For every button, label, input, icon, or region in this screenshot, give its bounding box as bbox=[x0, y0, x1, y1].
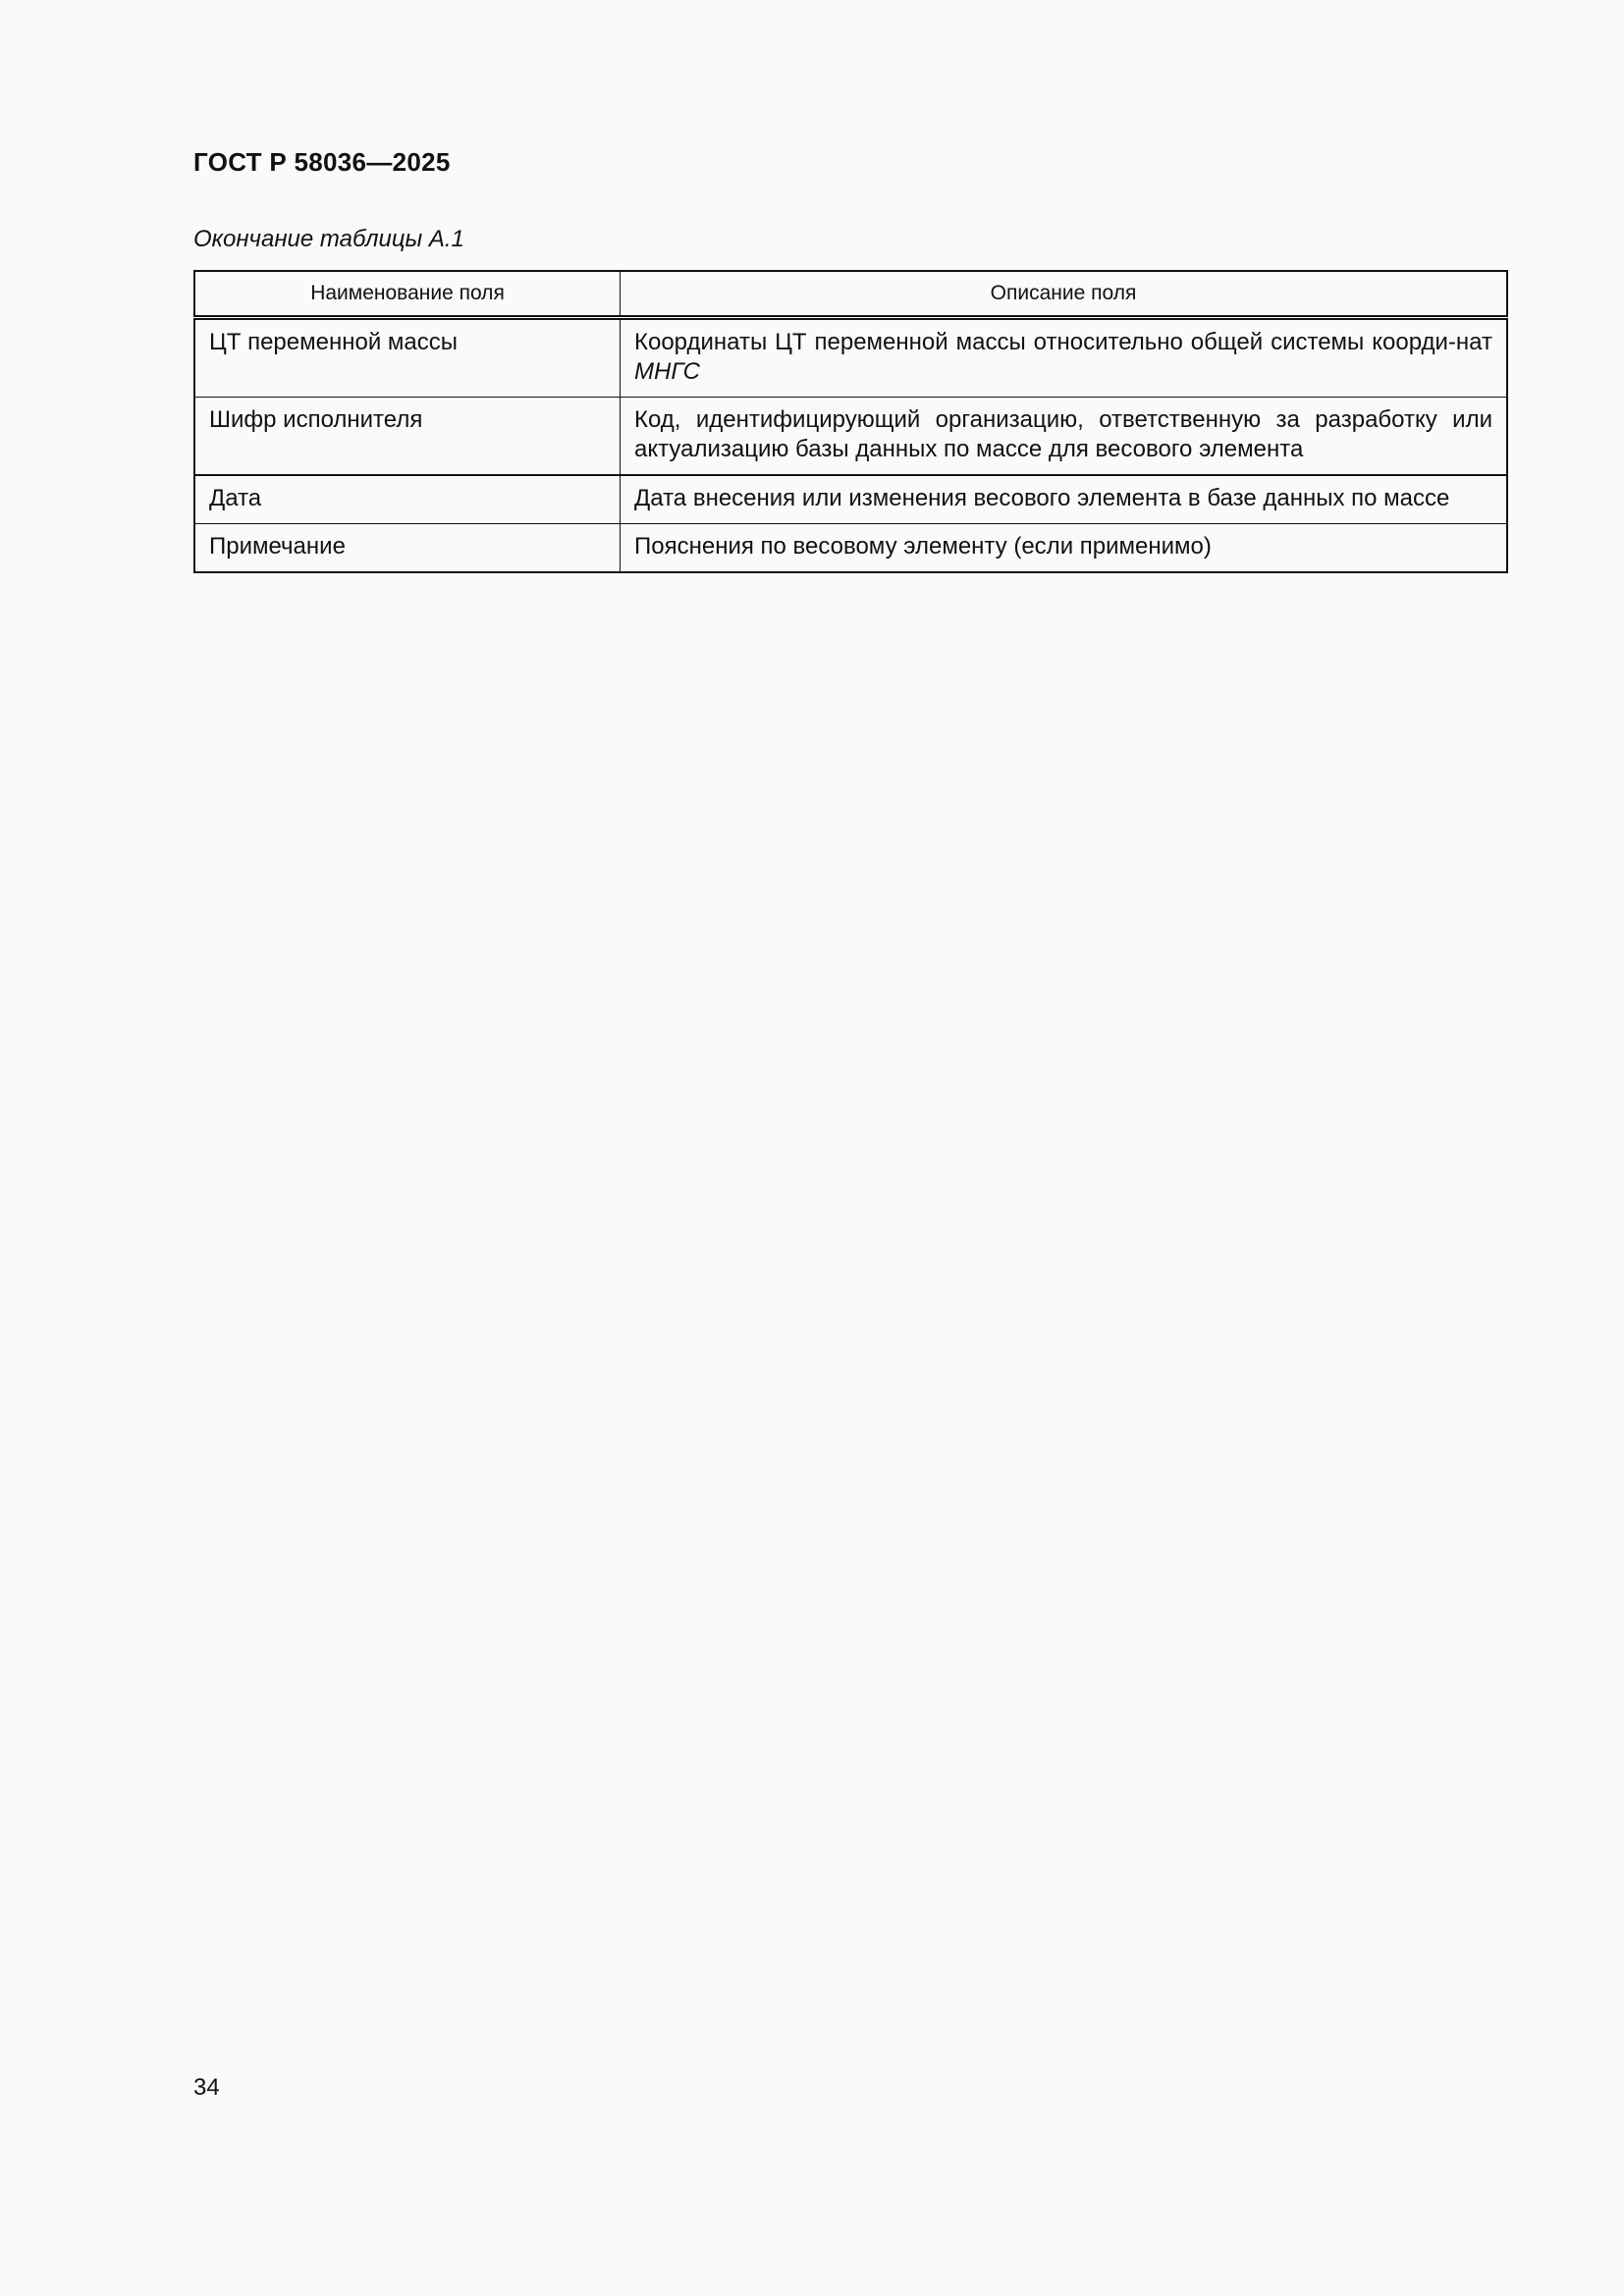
field-description-cell bbox=[621, 524, 1508, 573]
field-description-abbreviation: МНГС bbox=[634, 358, 700, 385]
field-name-cell: ЦТ переменной массы bbox=[194, 318, 621, 398]
page-number: 34 bbox=[193, 2074, 220, 2101]
field-name-cell: Шифр исполнителя bbox=[194, 398, 621, 476]
table-header-row bbox=[194, 271, 1507, 318]
table-caption: Окончание таблицы А.1 bbox=[193, 226, 464, 252]
field-description-cell bbox=[621, 398, 1508, 476]
fields-table bbox=[193, 270, 1508, 573]
table-row bbox=[194, 475, 1507, 524]
field-description-text: Координаты ЦТ переменной массы относительно общей системы коорди-нат bbox=[634, 329, 1492, 355]
field-name-cell: Примечание bbox=[194, 524, 621, 573]
table-row bbox=[194, 398, 1507, 476]
document-header: ГОСТ Р 58036—2025 bbox=[193, 147, 451, 177]
field-description-text: Код, идентифицирующий организацию, ответственную за разработку или актуализацию базы данных по массе для весового элемента bbox=[634, 406, 1492, 462]
table-row bbox=[194, 524, 1507, 573]
field-description-cell bbox=[621, 318, 1508, 398]
column-header-field-description: Описание поля bbox=[621, 271, 1508, 318]
field-name-cell: Дата bbox=[194, 475, 621, 524]
field-description-text: Дата внесения или изменения весового элемента в базе данных по массе bbox=[634, 485, 1450, 511]
column-header-field-name: Наименование поля bbox=[194, 271, 621, 318]
field-description-cell bbox=[621, 475, 1508, 524]
field-description-text: Пояснения по весовому элементу (если применимо) bbox=[634, 533, 1212, 560]
table-row bbox=[194, 318, 1507, 398]
